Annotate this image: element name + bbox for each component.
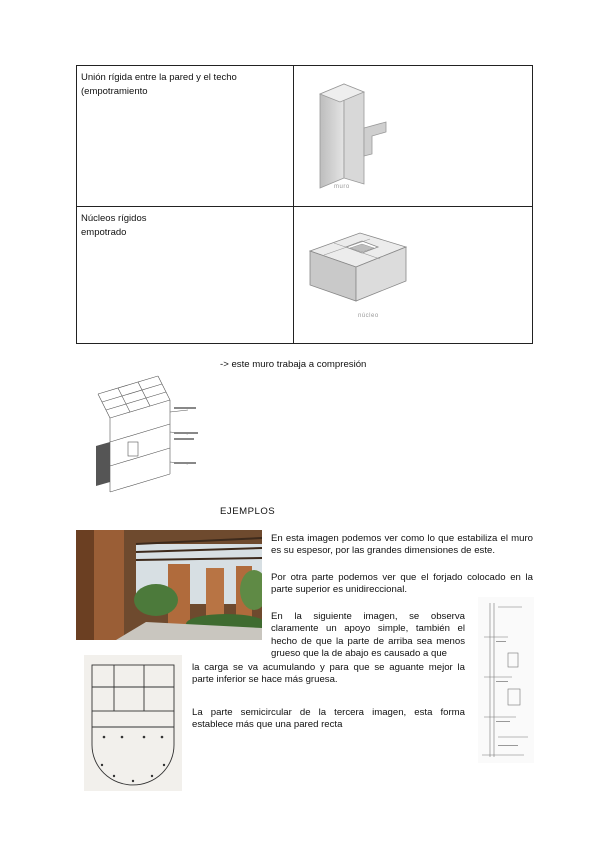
table-row-label: [77, 66, 294, 207]
row1-label-line2: (empotramiento: [81, 86, 148, 97]
figure-caption: núcleo: [358, 313, 379, 319]
structure-table: [76, 65, 533, 344]
wall-axonometric-sketch: [88, 372, 204, 498]
examples-heading: EJEMPLOS: [220, 506, 276, 517]
paragraph-4: La parte semicircular de la tercera imagen, esta forma establece más que una pared recta: [192, 707, 465, 731]
figure-caption: muro: [334, 184, 350, 190]
paragraph-2: Por otra parte podemos ver que el forjado colocado en la parte superior es unidireccional.: [271, 572, 533, 596]
paragraph-3a: En la siguiente imagen, se observa claramente un apoyo simple, también el hecho de que la parte de arriba sea menos grueso que la de abajo es causado a que: [271, 611, 465, 660]
table-row-label: [77, 207, 294, 344]
wall-slab-joint-drawing: [294, 66, 534, 206]
row2-label-line1: Núcleos rígidos: [81, 213, 147, 224]
rigid-core-drawing: [294, 207, 534, 343]
row2-label-line2: empotrado: [81, 227, 127, 238]
paragraph-3b: la carga se va acumulando y para que se aguante mejor la parte inferior se hace más gruesa.: [192, 662, 465, 686]
table-row-figure: [294, 207, 533, 344]
paragraph-1: En esta imagen podemos ver como lo que estabiliza el muro es su espesor, por las grandes dimensiones de este.: [271, 533, 533, 557]
brick-wall-photo: [76, 530, 262, 640]
compression-note: -> este muro trabaja a compresión: [220, 359, 367, 370]
wall-section-drawing: [478, 597, 534, 763]
floor-plan-drawing: [84, 655, 182, 791]
row1-label-line1: Unión rígida entre la pared y el techo: [81, 72, 237, 83]
table-row-figure: [294, 66, 533, 207]
